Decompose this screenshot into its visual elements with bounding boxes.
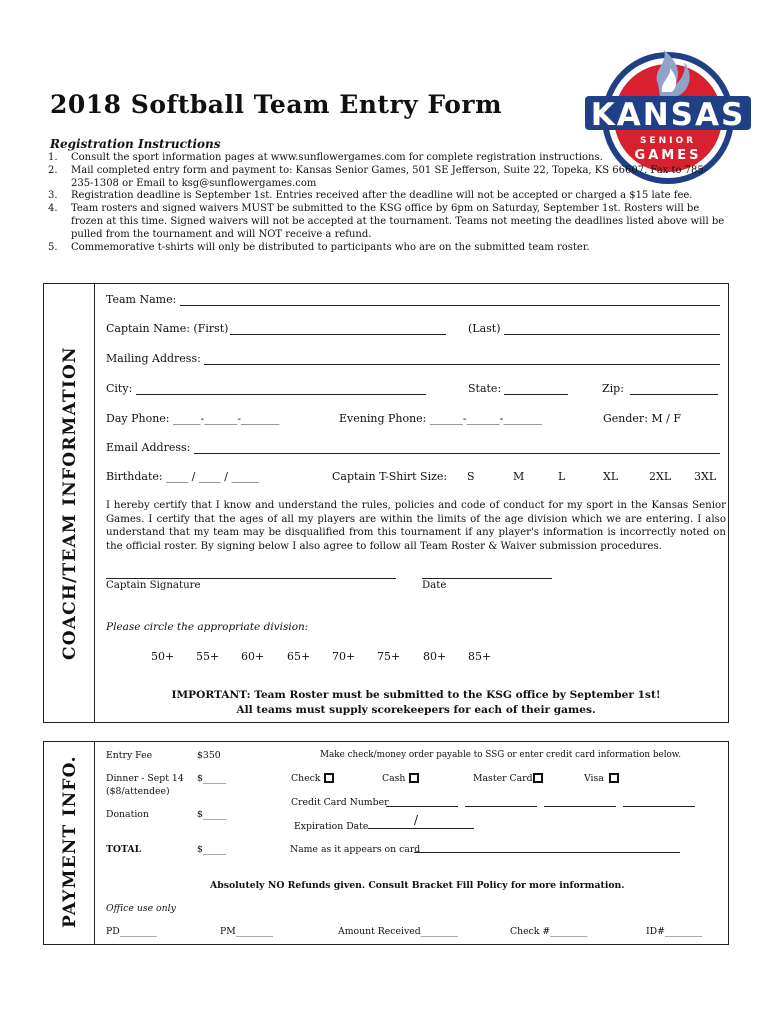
city-field[interactable] [136,394,426,395]
email-field[interactable] [194,453,720,454]
visa-label: Visa [584,773,604,784]
entry-fee-label: Entry Fee [106,750,153,761]
expiration-date-field[interactable] [368,828,474,829]
division-option[interactable]: 80+ [423,650,447,663]
cash-checkbox[interactable] [409,773,419,783]
registration-heading: Registration Instructions [50,137,221,151]
card-number-field-1[interactable] [386,806,458,807]
state-field[interactable] [504,394,568,395]
refund-policy: Absolutely NO Refunds given. Consult Bracket Fill Policy for more information. [210,880,625,891]
captain-last-label: (Last) [468,322,501,335]
payable-note: Make check/money order payable to SSG or enter credit card information below. [320,750,682,760]
division-option[interactable]: 85+ [468,650,492,663]
division-option[interactable]: 60+ [241,650,265,663]
instructions-list [48,152,728,254]
division-prompt: Please circle the appropriate division: [106,621,309,633]
division-option[interactable]: 50+ [151,650,175,663]
office-id-field: ID#________ [646,926,703,937]
check-checkbox[interactable] [324,773,334,783]
captain-last-field[interactable] [504,334,720,335]
date-field[interactable] [422,578,552,579]
zip-label: Zip: [602,382,624,395]
credit-card-number-label: Credit Card Number [291,797,389,808]
gender-field[interactable]: Gender: M / F [603,412,681,425]
city-label: City: [106,382,133,395]
zip-field[interactable] [630,394,718,395]
total-label: TOTAL [106,844,142,855]
cash-label: Cash [382,773,406,784]
evening-phone-field[interactable]: Evening Phone: ______-______-_______ [339,412,542,425]
division-option[interactable]: 55+ [196,650,220,663]
office-amount-received-field: Amount Received________ [338,926,458,937]
division-option[interactable]: 70+ [332,650,356,663]
list-item: 5. Commemorative t-shirts will only be distributed to participants who are on the submitted team roster. [48,241,590,253]
birthdate-field[interactable]: Birthdate: ____ / ____ / _____ [106,470,259,483]
logo-wordmark: KANSAS [590,97,746,133]
card-number-field-3[interactable] [544,806,616,807]
donation-label: Donation [106,809,149,820]
list-item: 3. Registration deadline is September 1st. Entries received after the deadline will not be accepted or charged a $15 late fee. [48,190,693,202]
entry-fee-value: $350 [197,750,221,761]
tshirt-size-option[interactable]: 3XL [694,470,717,483]
captain-first-field[interactable] [230,334,446,335]
tshirt-size-option[interactable]: XL [603,470,619,483]
division-option[interactable]: 65+ [287,650,311,663]
list-item: 2. Mail completed entry form and payment to: Kansas Senior Games, 501 SE Jefferson, Suite 22, Topeka, KS 66607. Fax to 785-235-1308 or Email to ksg@sunflowergames.com [48,164,708,189]
svg-text:SENIOR: SENIOR [639,136,697,146]
tshirt-size-option[interactable]: M [513,470,525,483]
page-title: 2018 Softball Team Entry Form [50,90,503,119]
office-check-number-field: Check #________ [510,926,588,937]
check-label: Check [291,773,321,784]
list-item: 4. Team rosters and signed waivers MUST be submitted to the KSG office by 6pm on Saturday, September 1st. Rosters will be frozen at this time. Signed waivers will not be accepted at the tournament. Teams not meeting the deadlines listed above will be pulled from the tournament and will NOT receive a refund. [48,203,725,240]
team-name-label: Team Name: [106,293,177,306]
card-number-field-4[interactable] [623,806,695,807]
tshirt-size-label: Captain T-Shirt Size: [332,470,448,483]
svg-text:GAMES: GAMES [634,148,702,163]
dinner-label: Dinner - Sept 14 [106,773,184,784]
dinner-amount-field[interactable]: $_____ [197,773,227,784]
payment-section [43,741,729,945]
office-pd-field: PD________ [106,926,157,937]
card-number-field-2[interactable] [465,806,537,807]
captain-first-label: Captain Name: (First) [106,322,229,335]
name-on-card-label: Name as it appears on card [290,844,421,855]
mastercard-checkbox[interactable] [533,773,543,783]
dinner-sublabel: ($8/attendee) [106,786,170,797]
office-pm-field: PM________ [220,926,273,937]
name-on-card-field[interactable] [414,852,680,853]
captain-signature-field[interactable] [106,578,396,579]
donation-amount-field[interactable]: $_____ [197,809,227,820]
office-use-label: Office use only [106,903,176,914]
mailing-address-label: Mailing Address: [106,352,201,365]
list-item: 1. Consult the sport information pages at www.sunflowergames.com for complete registration instructions. [48,152,603,163]
expiration-slash: / [414,813,419,827]
tshirt-size-option[interactable]: L [558,470,566,483]
expiration-date-label: Expiration Date [294,821,369,832]
certification-text: I hereby certify that I know and understand the rules, policies and code of conduct for my sport in the Kansas Senior Games. I certify that the ages of all my players are within the limits of the age division which we are entering. I also understand that my team may be disqualified from this tournament if any player's information is incorrectly noted on the official roster. By signing below I also agree to follow all Team Roster & Waiver submission procedures. [106,500,726,552]
tshirt-size-option[interactable]: S [467,470,475,483]
division-option[interactable]: 75+ [377,650,401,663]
email-label: Email Address: [106,441,191,454]
mastercard-label: Master Card [473,773,533,784]
team-name-field[interactable] [180,305,720,306]
mailing-address-field[interactable] [204,364,720,365]
important-notice: IMPORTANT: Team Roster must be submitted to the KSG office by September 1st! All teams must supply scorekeepers for each of their games. [171,689,661,716]
captain-signature-label: Captain Signature [106,580,201,591]
total-amount-field[interactable]: $_____ [197,844,227,855]
state-label: State: [468,382,502,395]
day-phone-field[interactable]: Day Phone: _____-______-_______ [106,412,280,425]
date-label: Date [422,580,447,591]
tshirt-size-option[interactable]: 2XL [649,470,672,483]
visa-checkbox[interactable] [609,773,619,783]
